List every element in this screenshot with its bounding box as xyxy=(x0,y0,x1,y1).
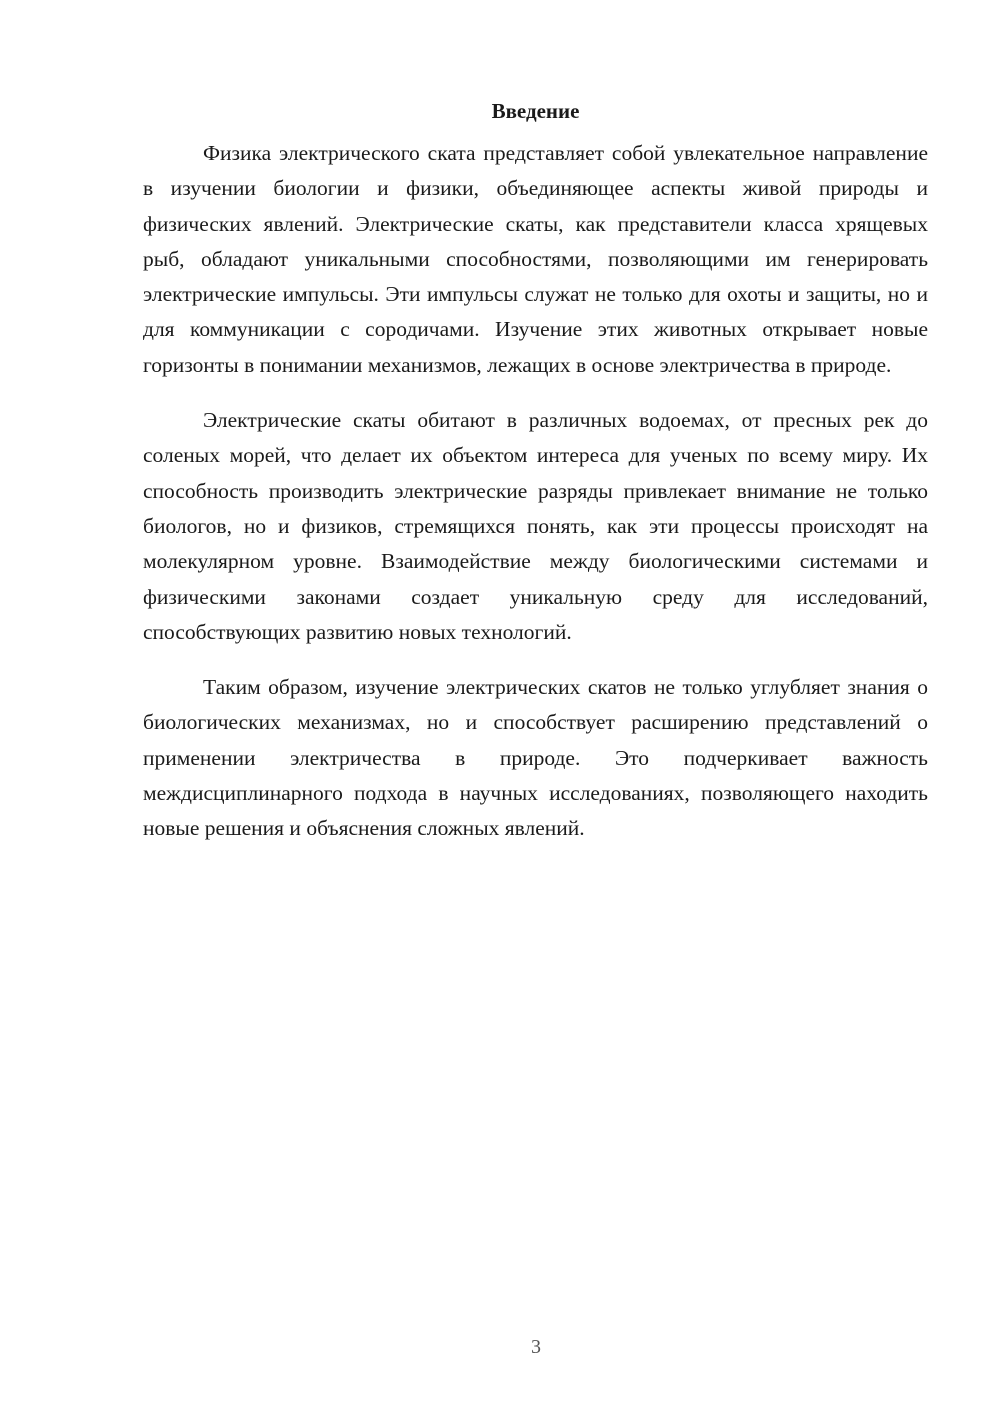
section-title: Введение xyxy=(491,99,580,123)
paragraph-1: Физика электрического ската представляет собой увлекательное направление в изучении биологии и физики, объединяющее аспекты живой природы и физических явлений. Электрические скаты, как представители класса хрящевых рыб, обладают уникальными способностями, позволяющими им генерировать электрические импульсы. Эти импульсы служат не только для охоты и защиты, но и для коммуникации с сородичами. Изучение этих животных открывает новые горизонты в понимании механизмов, лежащих в основе электричества в природе. xyxy=(143,141,928,377)
page-number: 3 xyxy=(531,1336,541,1358)
paragraph-2: Электрические скаты обитают в различных водоемах, от пресных рек до соленых морей, что делает их объектом интереса для ученых по всему миру. Их способность производить электрические разряды привлекает внимание не только биологов, но и физиков, стремящихся понять, как эти процессы происходят на молекулярном уровне. Взаимодействие между биологическими системами и физическими законами создает уникальную среду для исследований, способствующих развитию новых технологий. xyxy=(143,408,928,644)
paragraph-3: Таким образом, изучение электрических скатов не только углубляет знания о биологических механизмах, но и способствует расширению представлений о применении электричества в природе. Это подчеркивает важность междисциплинарного подхода в научных исследованиях, позволяющего находить новые решения и объяснения сложных явлений. xyxy=(143,675,928,841)
page-content xyxy=(143,96,928,867)
